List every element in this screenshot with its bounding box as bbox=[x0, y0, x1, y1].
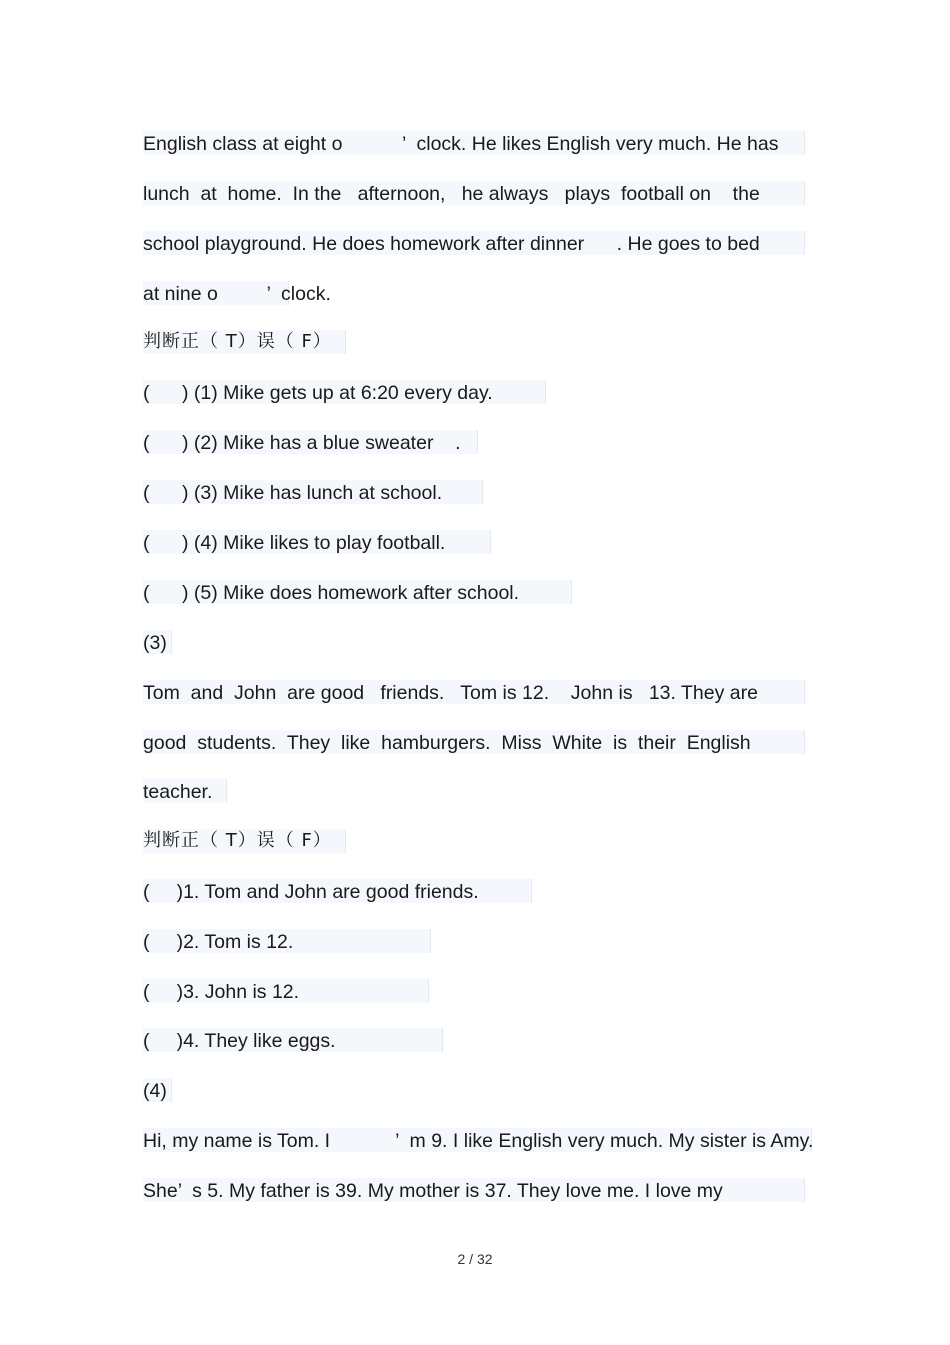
passage-line: English class at eight o ’ clock. He likes English very much. He has bbox=[143, 133, 779, 155]
question-item: ( )4. They like eggs. bbox=[143, 1030, 336, 1052]
passage-line: school playground. He does homework after dinner . He goes to bed bbox=[143, 233, 760, 255]
passage-line: Tom and John are good friends. Tom is 12. John is 13. They are bbox=[143, 682, 758, 704]
question-item: ( ) (4) Mike likes to play football. bbox=[143, 532, 446, 554]
question-item: ( )1. Tom and John are good friends. bbox=[143, 881, 479, 903]
page-number: 2 / 32 bbox=[457, 1251, 493, 1267]
passage-line: at nine o ’ clock. bbox=[143, 283, 331, 305]
question-item: ( )3. John is 12. bbox=[143, 981, 300, 1003]
passage-line: good students. They like hamburgers. Miss White is their English bbox=[143, 732, 751, 754]
section-label: (3) bbox=[143, 632, 167, 654]
question-item: ( ) (5) Mike does homework after school. bbox=[143, 582, 520, 604]
passage-line: She’ s 5. My father is 39. My mother is 37. They love me. I love my bbox=[143, 1180, 723, 1202]
instruction-heading: 判断正（ T）误（ F） bbox=[143, 331, 332, 352]
instruction-heading: 判断正（ T）误（ F） bbox=[143, 830, 332, 851]
question-item: ( ) (2) Mike has a blue sweater . bbox=[143, 432, 461, 454]
section-label: (4) bbox=[143, 1080, 167, 1102]
question-item: ( )2. Tom is 12. bbox=[143, 931, 294, 953]
passage-line: teacher. bbox=[143, 781, 213, 803]
question-item: ( ) (3) Mike has lunch at school. bbox=[143, 482, 443, 504]
question-item: ( ) (1) Mike gets up at 6:20 every day. bbox=[143, 382, 493, 404]
passage-line: lunch at home. In the afternoon, he always plays football on the bbox=[143, 183, 760, 205]
passage-line: Hi, my name is Tom. I ’ m 9. I like English very much. My sister is Amy. bbox=[143, 1130, 814, 1152]
